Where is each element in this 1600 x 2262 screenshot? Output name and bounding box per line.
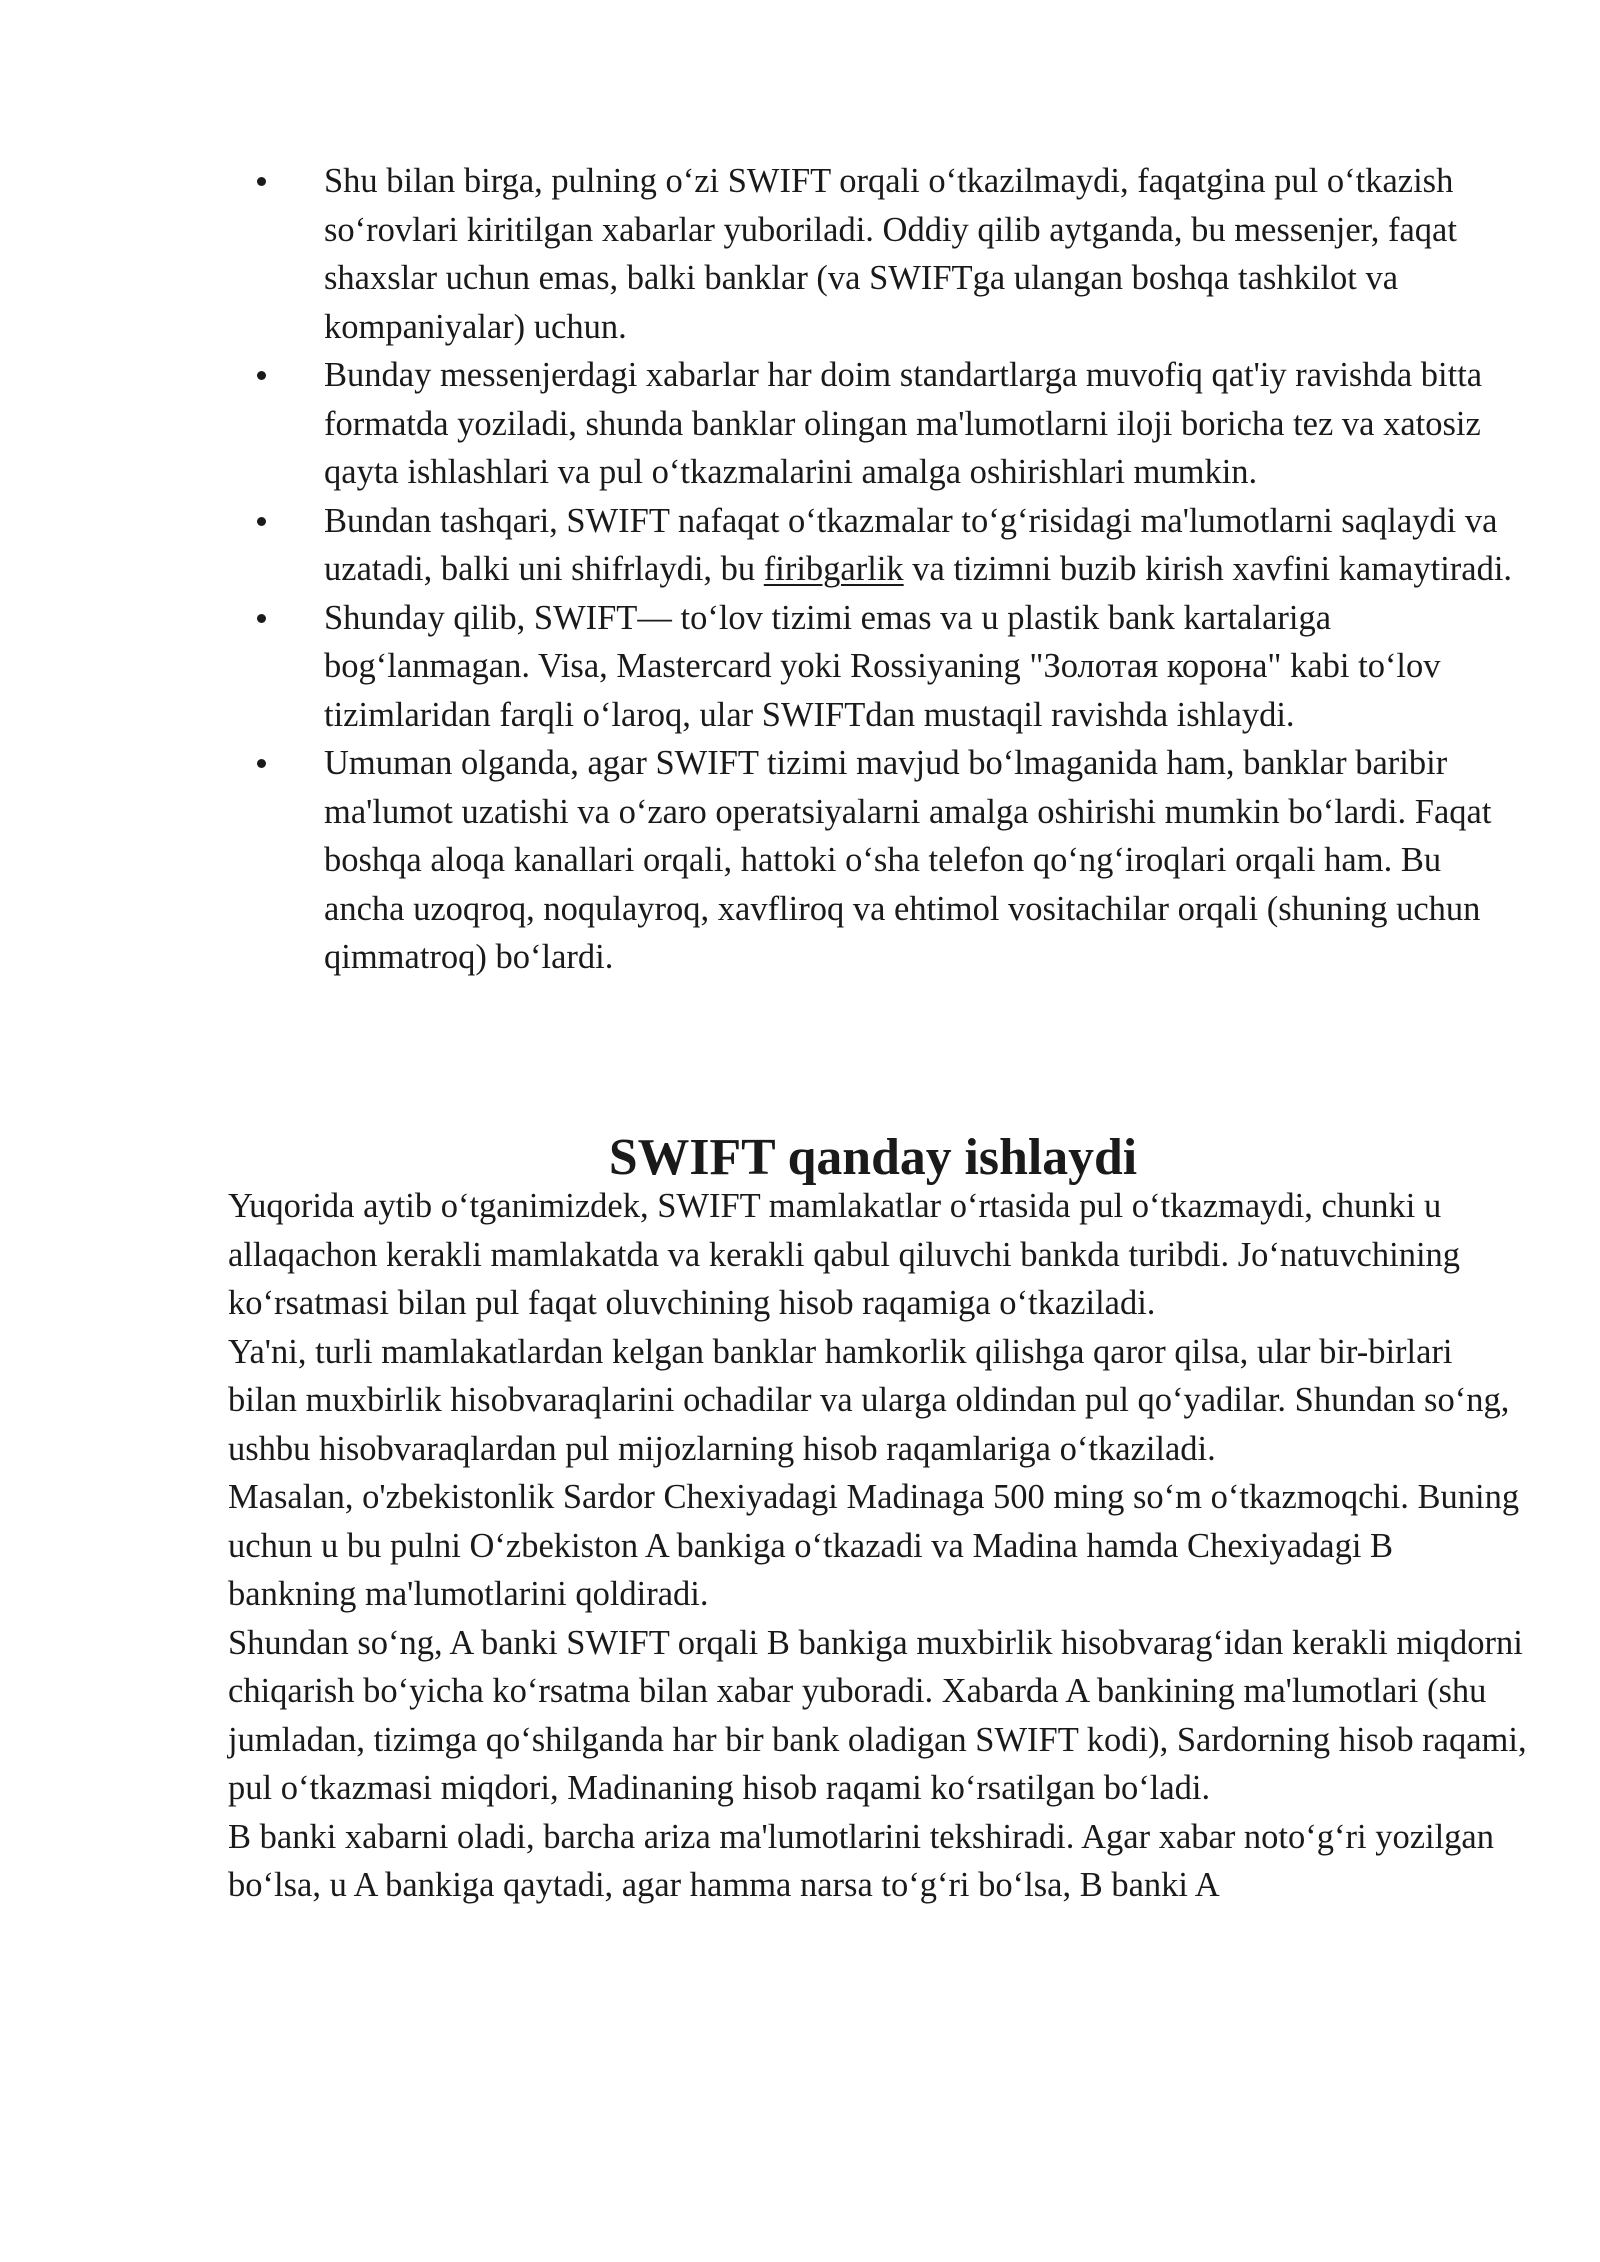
paragraph: Ya'ni, turli mamlakatlardan kelgan banklar hamkorlik qilishga qaror qilsa, ular bir-birlari bilan muxbirlik hisobvaraqlarini ochadilar va ularga oldindan pul qo‘yadilar. Shundan so‘ng, ushbu hisobvaraqlardan pul mijozlarning hisob raqamlariga o‘tkaziladi. bbox=[228, 1332, 1510, 1468]
bullet-icon bbox=[257, 614, 266, 623]
bullet-text: Shunday qilib, SWIFT— to‘lov tizimi emas va u plastik bank kartalariga bog‘lanmagan. Visa, Mastercard yoki Rossiyaning "Золотая корона" kabi to‘lov tizimlaridan farqli o‘laroq, ular SWIFTdan mustaqil ravishda ishlaydi. bbox=[324, 598, 1441, 734]
bullet-list bbox=[228, 157, 1518, 982]
bullet-item bbox=[324, 739, 1518, 982]
section-heading: SWIFT qanday ishlaydi bbox=[608, 1129, 1138, 1186]
bullet-icon bbox=[257, 517, 266, 526]
paragraph: Yuqorida aytib o‘tganimizdek, SWIFT mamlakatlar o‘rtasida pul o‘tkazmaydi, chunki u allaqachon kerakli mamlakatda va kerakli qabul qiluvchi bankda turibdi. Jo‘natuvchining ko‘rsatmasi bilan pul faqat oluvchining hisob raqamiga o‘tkaziladi. bbox=[228, 1187, 1461, 1322]
bullet-item bbox=[324, 594, 1518, 740]
bullet-item bbox=[324, 497, 1518, 594]
body-text bbox=[228, 1182, 1528, 1910]
paragraph: Masalan, o'zbekistonlik Sardor Chexiyadagi Madinaga 500 ming so‘m o‘tkazmoqchi. Buning uchun u bu pulni O‘zbekiston A bankiga o‘tkazadi va Madina hamda Chexiyadagi B bankning ma'lumotlarini qoldiradi. bbox=[228, 1478, 1520, 1613]
bullet-icon bbox=[257, 371, 266, 380]
bullet-text: Bunday messenjerdagi xabarlar har doim standartlarga muvofiq qat'iy ravishda bitta formatda yoziladi, shunda banklar olingan ma'lumotlarni iloji boricha tez va xatosiz qayta ishlashlari va pul o‘tkazmalarini amalga oshirishlari mumkin. bbox=[324, 356, 1483, 491]
bullet-text-after-link: va tizimni buzib kirish xavfini kamaytiradi. bbox=[903, 550, 1513, 588]
bullet-text: Shu bilan birga, pulning o‘zi SWIFT orqali o‘tkazilmaydi, faqatgina pul o‘tkazish so‘rovlari kiritilgan xabarlar yuboriladi. Oddiy qilib aytganda, bu messenjer, faqat shaxslar uchun emas, balki banklar (va SWIFTga ulangan boshqa tashkilot va kompaniyalar) uchun. bbox=[324, 162, 1457, 346]
bullet-text: Umuman olganda, agar SWIFT tizimi mavjud bo‘lmaganida ham, banklar baribir ma'lumot uzatishi va o‘zaro operatsiyalarni amalga oshirishi mumkin bo‘lardi. Faqat boshqa aloqa kanallari orqali, hattoki o‘sha telefon qo‘ng‘iroqlari orqali ham. Bu ancha uzoqroq, noqulayroq, xavfliroq va ehtimol vositachilar orqali (shuning uchun qimmatroq) bo‘lardi. bbox=[324, 744, 1492, 976]
bullet-icon bbox=[257, 177, 266, 186]
bullet-icon bbox=[257, 759, 266, 768]
bullet-item bbox=[324, 157, 1518, 351]
paragraph: Shundan so‘ng, A banki SWIFT orqali B bankiga muxbirlik hisobvarag‘idan kerakli miqdorni chiqarish bo‘yicha ko‘rsatma bilan xabar yuboradi. Xabarda A bankining ma'lumotlari (shu jumladan, tizimga qo‘shilganda har bir bank oladigan SWIFT kodi), Sardorning hisob raqami, pul o‘tkazmasi miqdori, Madinaning hisob raqami ko‘rsatilgan bo‘ladi. bbox=[228, 1623, 1527, 1807]
bullet-text-before-link: Bundan tashqari, SWIFT nafaqat o‘tkazmalar to‘g‘risidagi ma'lumotlarni saqlaydi va uzatadi, balki uni shifrlaydi, bu bbox=[324, 501, 1498, 588]
firibgarlik-link[interactable]: firibgarlik bbox=[763, 550, 904, 588]
bullet-item bbox=[324, 351, 1518, 497]
paragraph: B banki xabarni oladi, barcha ariza ma'lumotlarini tekshiradi. Agar xabar noto‘g‘ri yozilgan bo‘lsa, u A bankiga qaytadi, agar hamma narsa to‘g‘ri bo‘lsa, B banki A bbox=[228, 1817, 1494, 1904]
